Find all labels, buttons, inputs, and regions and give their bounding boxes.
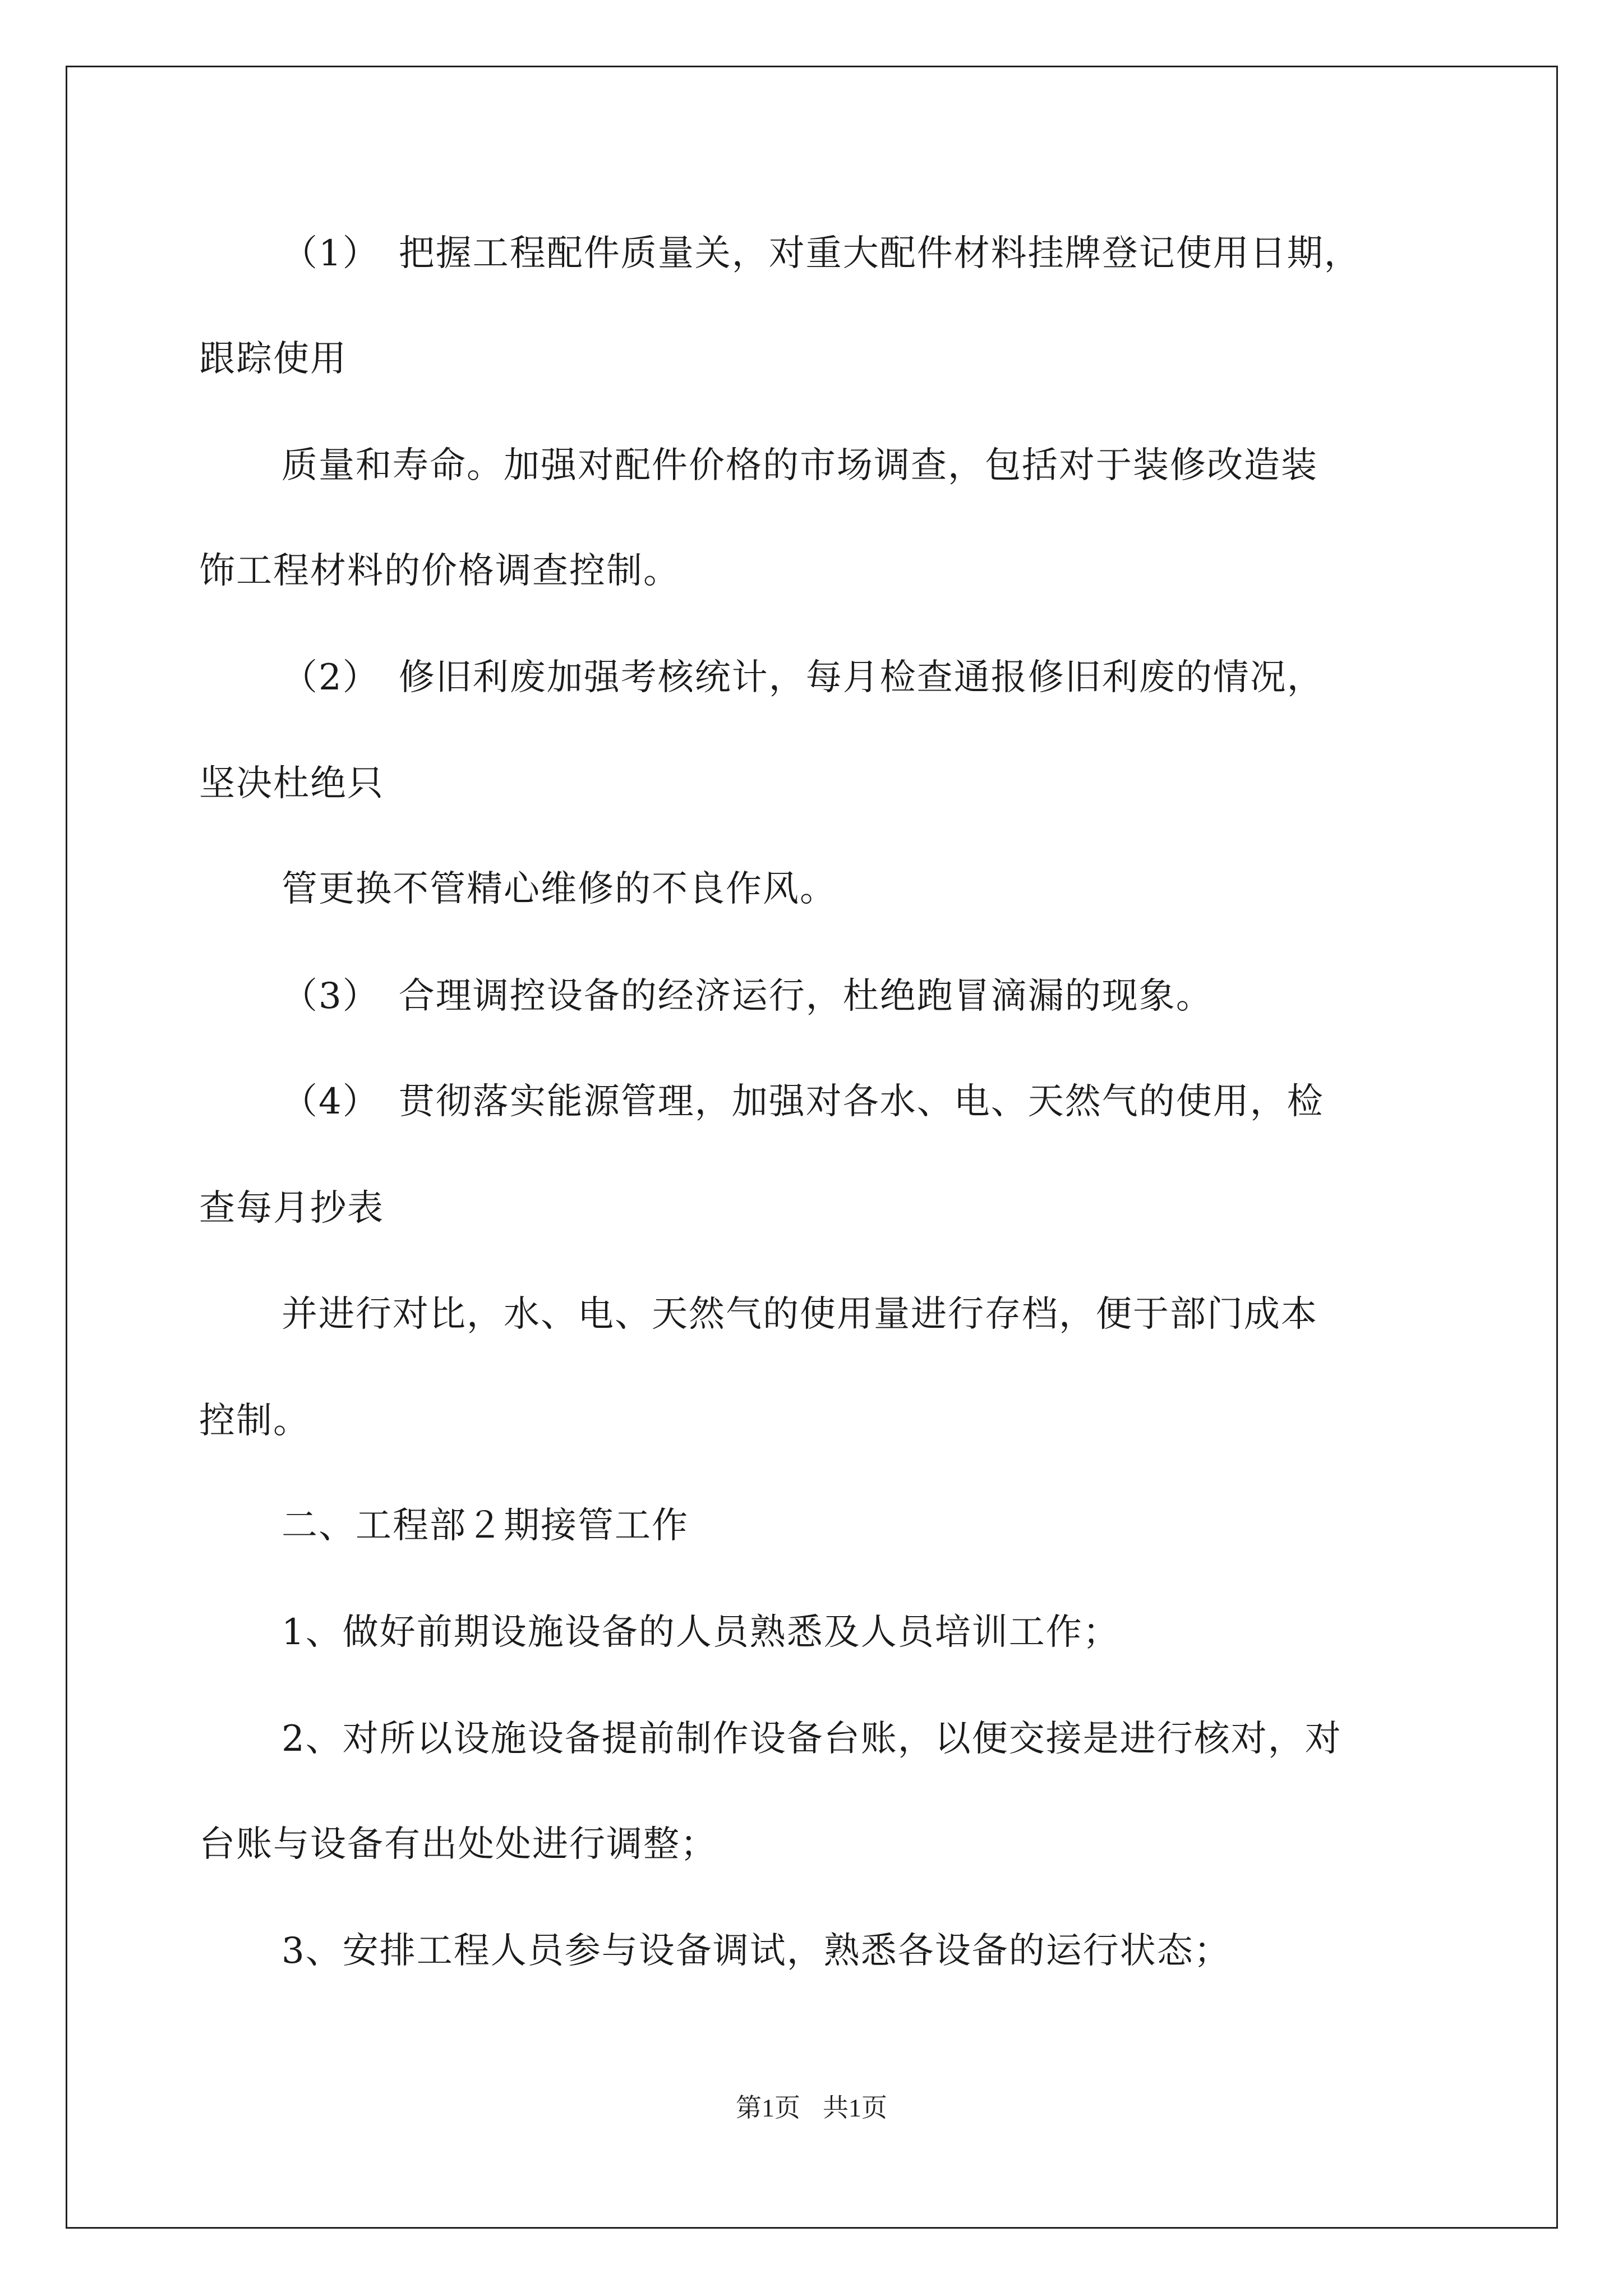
paragraph-line: （2） 修旧利废加强考核统计，每月检查通报修旧利废的情况， bbox=[282, 657, 1324, 698]
list-item: 1、做好前期设施设备的人员熟悉及人员培训工作； bbox=[282, 1612, 1120, 1653]
paragraph-line: 跟踪使用 bbox=[199, 338, 347, 380]
page-footer bbox=[0, 2091, 1623, 2125]
paragraph-line: （3） 合理调控设备的经济运行，杜绝跑冒滴漏的现象。 bbox=[282, 976, 1213, 1017]
page-total: 共1页 bbox=[823, 2093, 887, 2122]
page-border bbox=[66, 66, 1558, 2229]
page-number: 第1页 bbox=[736, 2093, 800, 2122]
section-heading: 二、工程部２期接管工作 bbox=[282, 1505, 689, 1547]
list-item: 2、对所以设施设备提前制作设备台账，以便交接是进行核对，对 bbox=[282, 1718, 1342, 1760]
paragraph-line: 管更换不管精心维修的不良作风。 bbox=[282, 868, 837, 910]
paragraph-line: 质量和寿命。加强对配件价格的市场调查，包括对于装修改造装 bbox=[282, 445, 1318, 486]
paragraph-line: 并进行对比，水、电、天然气的使用量进行存档，便于部门成本 bbox=[282, 1294, 1318, 1335]
paragraph-line: （1） 把握工程配件质量关，对重大配件材料挂牌登记使用日期， bbox=[282, 233, 1361, 274]
paragraph-line: （4） 贯彻落实能源管理，加强对各水、电、天然气的使用，检 bbox=[282, 1081, 1324, 1122]
paragraph-line: 控制。 bbox=[199, 1400, 310, 1442]
paragraph-line: 台账与设备有出处处进行调整； bbox=[199, 1824, 717, 1865]
paragraph-line: 饰工程材料的价格调查控制。 bbox=[199, 550, 680, 592]
paragraph-line: 查每月抄表 bbox=[199, 1188, 384, 1229]
list-item: 3、安排工程人员参与设备调试，熟悉各设备的运行状态； bbox=[282, 1930, 1231, 1972]
paragraph-line: 坚决杜绝只 bbox=[199, 763, 384, 804]
